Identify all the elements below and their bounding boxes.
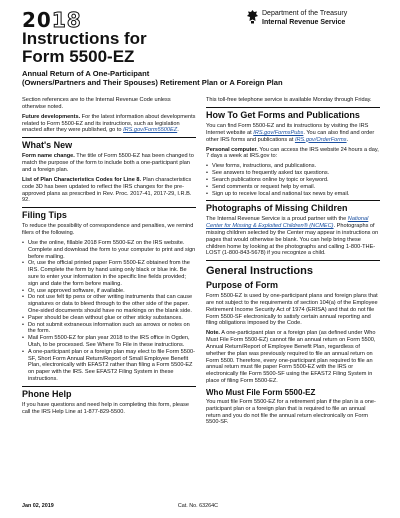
- list-item: • Do not submit extraneous information such as arrows or notes on the form.: [22, 322, 196, 336]
- form-subtitle: [22, 70, 382, 88]
- phone-help-heading: Phone Help: [22, 388, 72, 399]
- future-label: Future developments.: [22, 113, 81, 120]
- formspubs-link[interactable]: IRS.gov/FormsPubs: [253, 129, 304, 136]
- note-label: Note.: [206, 330, 220, 337]
- note: [206, 330, 380, 384]
- list-item: • Send comments or request help by email.: [206, 184, 380, 191]
- future-developments: [22, 114, 196, 134]
- personal-computer: [206, 147, 380, 161]
- list-item: • Search publications online by topic or keyword.: [206, 177, 380, 184]
- left-column: [22, 97, 196, 419]
- list-item: • See answers to frequently asked tax questions.: [206, 170, 380, 177]
- title-line-2: Form 5500-EZ: [22, 47, 135, 66]
- list-item: • Paper should be clean without glue or other sticky substances.: [22, 315, 196, 322]
- list-item: • Do not use felt tip pens or other writing instruments that can cause signatures or data to bleed through to the other side of the paper. One-sided documents should have no markings on the blank side.: [22, 294, 196, 314]
- page-footer: [22, 503, 382, 509]
- purpose-heading: Purpose of Form: [206, 280, 279, 291]
- intro-text: Section references are to the Internal Revenue Code unless otherwise noted.: [22, 97, 171, 110]
- photos-text-2: . Photographs of missing children selected by the Center may appear in instructions on pages that would otherwise be blank. You can help bring these children home by looking at the photographs and calling 1-800-THE-LOST (1-800-843-5678) if you recognize a child.: [206, 223, 379, 257]
- list-item: • A one-participant plan or a foreign plan may elect to file Form 5500-SF, Short Form Annual Return/Report of Small Employee Benefit Plan, electronically with EFAST2 rather than filing a Form 5500-EZ on paper with the IRS. See EFAST2 Filing System in these instructions.: [22, 349, 196, 383]
- filing-tips-heading: Filing Tips: [22, 210, 67, 221]
- list-item: • Use the online, fillable 2018 Form 5500-EZ on the IRS website. Complete and download the form to your computer to print and sign before mailing.: [22, 240, 196, 260]
- photos-text-1: The Internal Revenue Service is a proud partner with the: [206, 216, 348, 223]
- agency-line-2: Internal Revenue Service: [262, 18, 346, 26]
- ncmec-link[interactable]: National Center for Missing & Exploited Children® (NCMEC): [206, 216, 369, 230]
- divider: [22, 386, 196, 387]
- codes-text: Plan characteristics code 3D has been updated to reflect the IRS changes for the pre-approved plans as prescribed in Rev. Proc. 2017-41, 2017-29, I.R.B. 92.: [22, 176, 192, 204]
- divider: [206, 260, 380, 261]
- title-line-1: Instructions for: [22, 29, 147, 48]
- get-forms-text: [206, 123, 380, 143]
- tips-intro: To reduce the possibility of correspondence and penalties, we remind filers of the following.: [22, 223, 194, 237]
- list-item: • Mail Form 5500-EZ for plan year 2018 to the IRS office in Ogden, Utah, to be processed. See Where To File in these instructions.: [22, 335, 196, 349]
- list-item: • Or, use approved software, if available.: [22, 288, 196, 295]
- future-text: For the latest information about developments related to Form 5500-EZ and its instructions, such as legislation enacted after they were published, go to: [22, 113, 196, 134]
- get-end: .: [346, 136, 349, 143]
- right-column: [206, 97, 380, 429]
- name-change: [22, 153, 196, 173]
- pc-label: Personal computer.: [206, 146, 258, 153]
- agency-block: [262, 10, 382, 27]
- who-text: You must file Form 5500-EZ for a retirement plan if the plan is a one-participant plan or a foreign plan that is required to file an annual return and you do not file the annual return electronically on Form 5500-SF.: [206, 399, 376, 426]
- year-solid: 20: [22, 8, 52, 32]
- codes-update: [22, 177, 196, 204]
- catalog-number: Cat. No. 63264C: [177, 503, 218, 509]
- pc-text: You can access the IRS website 24 hours a day, 7 days a week at IRS.gov to:: [206, 146, 379, 160]
- divider: [22, 207, 196, 208]
- get-text-1: You can find Form 5500-EZ and its instructions by visiting the IRS Internet website at: [206, 122, 369, 136]
- who-must-file-heading: Who Must File Form 5500-EZ: [206, 388, 316, 398]
- list-item: • View forms, instructions, and publications.: [206, 163, 380, 170]
- photos-text: [206, 216, 380, 257]
- form5500ez-link[interactable]: IRS.gov/Form5500EZ: [123, 127, 178, 134]
- pc-list: [206, 163, 380, 197]
- divider: [22, 137, 196, 138]
- photos-heading: Photographs of Missing Children: [206, 203, 348, 214]
- note-text: A one-participant plan or a foreign plan (as defined under Who Must File Form 5500-EZ) cannot file an annual return on Form 5500, Annual Return/Report of Employee Benefit Plan, regardless of whether the plan was previously required to file an annual return on Form 5500. Therefore, every one-participant plan required to file an annual return must file paper Form 5500-EZ with the IRS or electronically file Form 5500-SF using the EFAST2 Filing System in place of filing Form 5500-EZ.: [206, 330, 376, 385]
- phone-text: If you have questions and need help in completing this form, please call the IRS Help Line at 1-877-829-5500.: [22, 401, 189, 415]
- subtitle-line-2: (Owners/Partners and Their Spouses) Retirement Plan or A Foreign Plan: [22, 77, 283, 87]
- name-change-label: Form name change.: [22, 153, 75, 160]
- agency-line-1: Department of the Treasury: [262, 10, 348, 17]
- year-outline: 18: [51, 8, 82, 32]
- get-text-2: . You can also find and order other IRS forms and publications at: [206, 129, 375, 143]
- list-item: • Sign up to receive local and national tax news by email.: [206, 191, 380, 198]
- how-to-get-heading: How To Get Forms and Publications: [206, 109, 360, 120]
- subtitle-line-1: Annual Return of A One-Participant: [22, 69, 150, 78]
- page-title: [22, 30, 242, 66]
- purpose-text: Form 5500-EZ is used by one-participant plans and foreign plans that are not subject to the requirements of section 104(a) of the Employee Retirement Income Security Act of 1974 (ERISA) and that do not file Form 5500-SF electronically to satisfy certain annual reporting and filing obligations imposed by the Code.: [206, 293, 378, 327]
- divider: [206, 107, 380, 108]
- list-item: • Or, use the official printed paper Form 5500-EZ obtained from the IRS. Complete the form by hand using only black or blue ink. Be sure to enter your information in the specific line fields provided; sign and date the form before mailing.: [22, 260, 196, 287]
- treasury-eagle-icon: [246, 9, 259, 24]
- codes-label: List of Plan Characteristics Codes for Line 8.: [22, 176, 142, 183]
- name-change-text: The title of Form 5500-EZ has been changed to match the purpose of the form to include both a one-participant plan and a foreign plan.: [22, 153, 194, 173]
- tips-list: [22, 240, 196, 383]
- orderforms-link[interactable]: IRS.gov/OrderForms: [294, 136, 347, 143]
- divider: [206, 200, 380, 201]
- whats-new-heading: What's New: [22, 140, 73, 151]
- future-end: .: [177, 127, 179, 134]
- general-instructions-heading: General Instructions: [206, 265, 313, 278]
- phone-continued: This toll-free telephone service is available Monday through Friday.: [206, 97, 372, 103]
- revision-date: Jan 02, 2019: [22, 503, 54, 509]
